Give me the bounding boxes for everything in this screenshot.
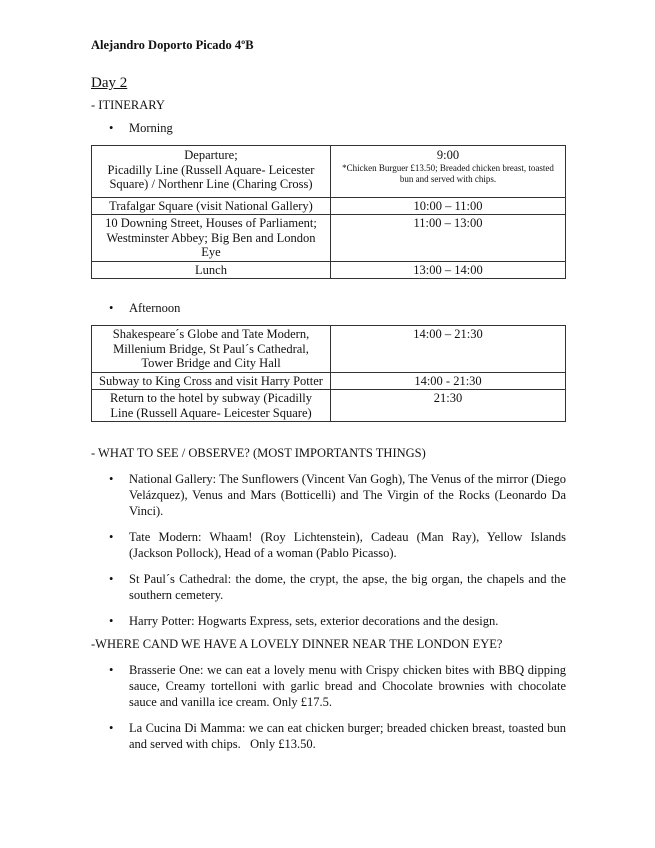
dinner-list — [91, 662, 570, 752]
table-row — [92, 372, 566, 390]
place-text: Lunch — [195, 262, 227, 277]
place-cell — [92, 261, 331, 279]
day-title: Day 2 — [91, 75, 128, 91]
list-item-text: Harry Potter: Hogwarts Express, sets, exterior decorations and the design. — [129, 614, 499, 628]
list-item-text: National Gallery: The Sunflowers (Vincent Van Gogh), The Venus of the mirror (Diego Velázquez), Venus and Mars (Botticelli) and The Virgin of the Rocks (Leonardo Da Vinci). — [129, 472, 566, 518]
bullet-icon: • — [109, 721, 114, 735]
lunch-note: *Chicken Burguer £13.50; Breaded chicken breast, toasted bun and served with chips. — [342, 162, 554, 184]
time-text: 10:00 – 11:00 — [413, 198, 483, 213]
morning-heading — [91, 121, 566, 136]
bullet-icon: • — [109, 530, 114, 544]
list-item — [91, 529, 566, 561]
bullet-icon: • — [109, 301, 114, 315]
place-cell — [92, 326, 331, 373]
place-cell — [92, 372, 331, 390]
time-text: 13:00 – 14:00 — [413, 262, 483, 277]
list-item — [91, 471, 566, 519]
place-text: Departure; Picadilly Line (Russell Aquare- Leicester Square) / Northenr Line (Charing Cross) — [107, 148, 315, 191]
morning-table — [91, 145, 566, 279]
dinner-heading: -WHERE CAND WE HAVE A LOVELY DINNER NEAR THE LONDON EYE? — [91, 637, 503, 651]
list-item-text: La Cucina Di Mamma: we can eat chicken burger; breaded chicken breast, toasted bun and served with chips. Only £13.50. — [129, 721, 570, 751]
place-text: Subway to King Cross and visit Harry Potter — [99, 373, 323, 388]
author-name: Alejandro Doporto Picado 4ºB — [91, 38, 254, 52]
list-item — [91, 613, 566, 629]
afternoon-label: Afternoon — [129, 301, 181, 315]
place-cell — [92, 215, 331, 262]
afternoon-heading — [91, 301, 566, 316]
morning-label: Morning — [129, 121, 173, 135]
place-text: Trafalgar Square (visit National Gallery) — [109, 198, 313, 213]
time-text: 14:00 - 21:30 — [414, 373, 482, 388]
itinerary-heading: - ITINERARY — [91, 98, 165, 112]
time-text: 14:00 – 21:30 — [413, 327, 483, 341]
document-page — [91, 38, 570, 762]
bullet-icon: • — [109, 572, 114, 586]
bullet-icon: • — [109, 472, 114, 486]
table-row — [92, 146, 566, 198]
time-cell — [331, 146, 566, 198]
place-text: Shakespeare´s Globe and Tate Modern, Millenium Bridge, St Paul´s Cathedral, Tower Bridge and City Hall — [112, 327, 310, 370]
afternoon-table — [91, 325, 566, 422]
list-item — [91, 720, 570, 752]
list-item-text: St Paul´s Cathedral: the dome, the crypt, the apse, the big organ, the chapels and the southern cemetery. — [129, 572, 566, 602]
bullet-icon: • — [109, 614, 114, 628]
time-cell — [331, 390, 566, 422]
time-text: 21:30 — [433, 391, 463, 405]
table-row — [92, 261, 566, 279]
table-row — [92, 197, 566, 215]
place-cell — [92, 197, 331, 215]
place-cell — [92, 146, 331, 198]
time-text: 11:00 – 13:00 — [413, 216, 483, 230]
list-item-text: Tate Modern: Whaam! (Roy Lichtenstein), Cadeau (Man Ray), Yellow Islands (Jackson Pollock), Head of a woman (Pablo Picasso). — [129, 530, 566, 560]
list-item-text: Brasserie One: we can eat a lovely menu with Crispy chicken bites with BBQ dipping sauce, Creamy tortelloni with garlic bread and Chocolate brownies with chocolate sauce and vanilla ice cream. Only £17.5. — [129, 663, 566, 709]
see-heading: - WHAT TO SEE / OBSERVE? (MOST IMPORTANTS THINGS) — [91, 446, 426, 460]
list-item — [91, 571, 566, 603]
bullet-icon: • — [109, 121, 114, 135]
table-row — [92, 215, 566, 262]
time-cell — [331, 197, 566, 215]
time-cell — [331, 215, 566, 262]
see-list — [91, 471, 566, 629]
list-item — [91, 662, 566, 710]
time-cell — [331, 326, 566, 373]
place-text: Return to the hotel by subway (Picadilly Line (Russell Aquare- Leicester Square) — [109, 391, 313, 420]
time-text: 9:00 — [436, 148, 460, 162]
time-cell — [331, 372, 566, 390]
place-cell — [92, 390, 331, 422]
bullet-icon: • — [109, 663, 114, 677]
place-text: 10 Downing Street, Houses of Parliament; Westminster Abbey; Big Ben and London Eye — [105, 216, 317, 259]
table-row — [92, 326, 566, 373]
table-row — [92, 390, 566, 422]
time-cell — [331, 261, 566, 279]
